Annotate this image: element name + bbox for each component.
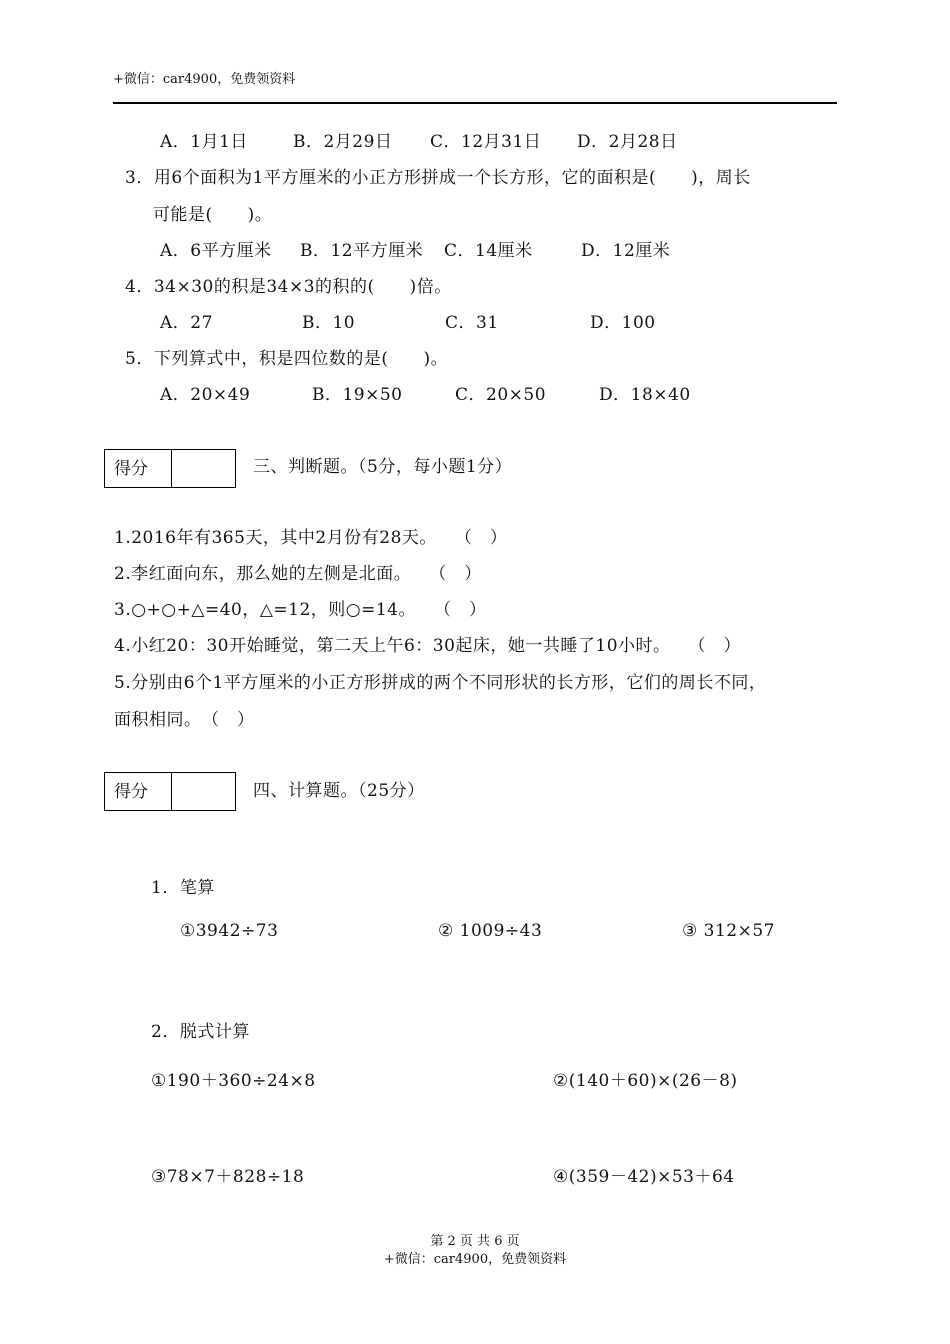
section4-title: 四、计算题。（25分） (253, 781, 425, 801)
q3-line1: 3．用6个面积为1平方厘米的小正方形拼成一个长方形，它的面积是( )，周长 (125, 168, 751, 188)
q4-option-c: C．31 (445, 313, 499, 333)
q4-option-a: A．27 (160, 313, 213, 333)
section3-item-5-cont: 面积相同。 （ ） (114, 710, 255, 730)
section3-title: 三、判断题。（5分，每小题1分） (253, 457, 513, 477)
part2-item-4: ④(359－42)×53＋64 (553, 1167, 735, 1187)
q3-line2: 可能是( )。 (153, 205, 273, 225)
part2-item-3: ③78×7＋828÷18 (151, 1167, 305, 1187)
q3-option-a: A．6平方厘米 (160, 241, 272, 261)
q2-option-c: C．12月31日 (430, 132, 542, 152)
part1-item-2: ② 1009÷43 (438, 921, 543, 941)
q5-option-b: B．19×50 (312, 385, 403, 405)
section3-item-1: 1.2016年有365天，其中2月份有28天。 （ ） (114, 528, 508, 548)
q5-option-a: A．20×49 (160, 385, 251, 405)
footer-watermark: +微信：car4900，免费领资料 (383, 1252, 567, 1267)
q3-option-d: D．12厘米 (581, 241, 671, 261)
q5-option-c: C．20×50 (455, 385, 547, 405)
part1-title: 1．笔算 (151, 878, 215, 898)
header-watermark: +微信：car4900，免费领资料 (113, 72, 296, 87)
part2-item-1: ①190＋360÷24×8 (151, 1071, 316, 1091)
part1-item-3: ③ 312×57 (682, 921, 775, 941)
section3-score-divider (171, 450, 172, 487)
section3-score-label: 得分 (114, 459, 148, 479)
q4-option-d: D．100 (590, 313, 656, 333)
section4-score-box (104, 772, 236, 811)
q2-option-a: A．1月1日 (160, 132, 248, 152)
section3-item-5: 5.分别由6个1平方厘米的小正方形拼成的两个不同形状的长方形，它们的周长不同， (114, 673, 767, 693)
part1-item-1: ①3942÷73 (180, 921, 279, 941)
header-rule (113, 102, 837, 104)
section3-item-4: 4.小红20：30开始睡觉，第二天上午6：30起床，她一共睡了10小时。 （ ） (114, 636, 742, 656)
part2-title: 2．脱式计算 (151, 1022, 250, 1042)
q2-option-b: B．2月29日 (293, 132, 393, 152)
q3-option-c: C．14厘米 (444, 241, 533, 261)
q4-text: 4．34×30的积是34×3的积的( )倍。 (125, 277, 452, 297)
section4-score-label: 得分 (114, 782, 148, 802)
q3-option-b: B．12平方厘米 (300, 241, 424, 261)
footer-page-number: 第 2 页 共 6 页 (430, 1234, 520, 1249)
part2-item-2: ②(140＋60)×(26－8) (553, 1071, 738, 1091)
q5-option-d: D．18×40 (599, 385, 691, 405)
section3-item-3: 3.○+○+△=40，△=12，则○=14。 （ ） (114, 600, 487, 620)
q2-option-d: D．2月28日 (577, 132, 678, 152)
section3-item-2: 2.李红面向东，那么她的左侧是北面。 （ ） (114, 564, 482, 584)
section3-score-box (104, 449, 236, 488)
q4-option-b: B．10 (302, 313, 356, 333)
q5-text: 5．下列算式中，积是四位数的是( )。 (125, 349, 449, 369)
section4-score-divider (171, 773, 172, 810)
